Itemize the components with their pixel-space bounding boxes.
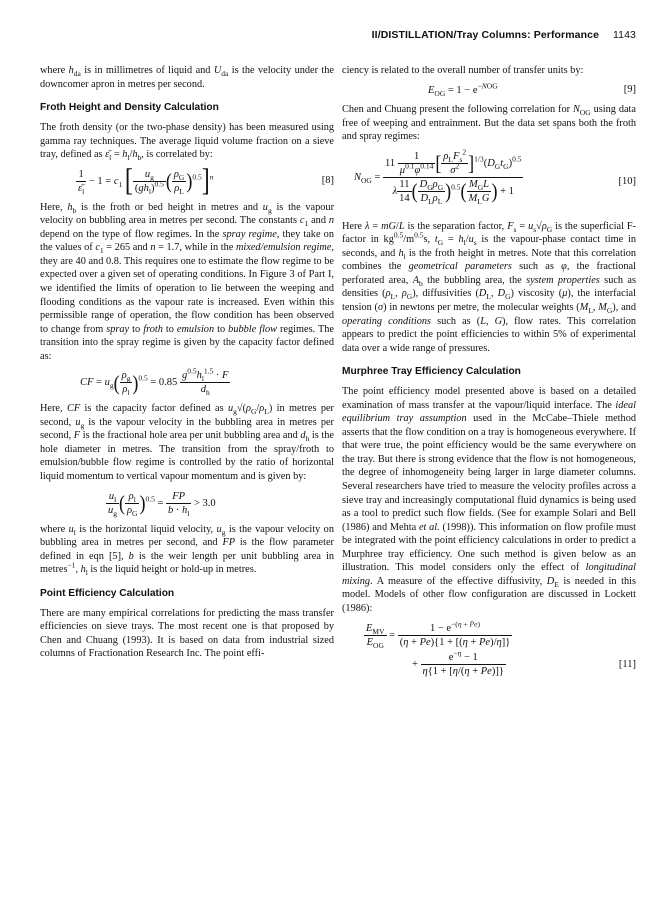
- right-paragraph-1: ciency is related to the overall number of transfer units by:: [342, 65, 584, 76]
- right-paragraph-4: The point efficiency model presented above is based on a detailed examination of mass transfer at the vapour/liquid interface. The ideal equilibrium tray assumption used in the McCabe–Thiele method asserts that the flow condition on a tray is homogeneous everywhere. If that were true, the point efficiency would be the same everywhere on the tray. But there is strong evidence that the flow is not homogeneous, the degree of inhomogeneity being larger in large diameter columns. Several researchers have tried to measure the velocity profiles across a sieve tray and increasingly computational fluid dynamics is being used as a tool to predict such flow fields. (See for example Solari and Bell (1986) and Mehta et al. (1998)). This information on flow profile must be integrated with the point efficiency calculations in order to predict a Murphree tray efficiency. One such method is given below as an illustration. This model considers only the effect of longitudinal mixing. A measure of the effective diffusivity, $D_E$ is needed in this model. Models of other flow configuration are discussed in Lockett (1986):: [342, 386, 636, 614]
- left-paragraph-4: Here, CF is the capacity factor defined as $u_g√(\rho_G/\rho_L)$ in metres per second, $u_g$ is the vapour velocity in the bubbling area in metres per second, F is the fractional hole area per unit bubbling area and $d_h$ is the hole diameter in metres. The transition from the spray/froth to emulsion/bubble flow regime is controlled by the ratio of horizontal liquid momentum to vertical vapour momentum and is given by:: [40, 403, 334, 483]
- right-column: [342, 64, 636, 690]
- heading-point-efficiency: Point Efficiency Calculation: [40, 587, 175, 599]
- page-number: 1143: [613, 29, 636, 41]
- equation-11-number: [11]: [618, 659, 636, 671]
- running-title: II/DISTILLATION/Tray Columns: Performance: [371, 29, 600, 41]
- equation-10: $N_{OG}$ = 11 $\frac{1}{\mu^{0.1}\varphi^{0.14}}$ [ $\frac{\rho_LF_s^2}{\sigma^2}$ ]$^{1/3}(D_Gt_G)^{0.5}$ λ $\frac{11}{14}$ ( $\frac{D_G\rho_G}{D_L\rho_L}$ )$^{0.5}$( $\frac{M_GL}{M_LG}$ ) + 1 [10]: [354, 147, 636, 206]
- heading-froth-height: Froth Height and Density Calculation: [40, 102, 219, 114]
- equation-flow-parameter: $\frac{u_l}{u_g}$ ( $\frac{\rho_l}{\rho_G}$ )$^{0.5}$ = $\frac{FP}{b \cdot h_l}$ > 3.0: [108, 490, 216, 518]
- heading-murphree: Murphree Tray Efficiency Calculation: [342, 366, 521, 378]
- left-paragraph-2: The froth density (or the two-phase density) has been measured using gamma ray techniques. The average liquid volume fraction on a sieve tray, defined as $\varepsilon̄_l = h_l/h_b$, is correlated by:: [40, 122, 334, 163]
- equation-capacity-factor: CF = $u_g$( $\frac{\rho_g}{\rho_l}$ )$^{0.5}$ = 0.85 $\frac{g^{0.5}h_l^{1.5} \cdot F}{d_h}$: [80, 366, 229, 398]
- left-paragraph-6: There are many empirical correlations for predicting the mass transfer efficiencies on sieve trays. The most recent one is that proposed by Chen and Chuang (1993). It is based on data from industrial sized columns of Fractionation Research Inc. The point effi-: [40, 607, 334, 660]
- equation-9: $E_{OG} = 1 - e^{-NOG}$ [9]: [428, 81, 636, 98]
- left-paragraph-3: Here, $h_b$ is the froth or bed height in metres and $u_g$ is the vapour velocity on bubbling area in metres per second. The constants $c_1$ and n depend on the type of flow regimes. In the spray regime, they take on the values of $c_1 = 265$ and n = 1.7, while in the mixed/emulsion regime, they are 40 and 0.8. This requires one to estimate the flow regime to be expected over a given set of operating conditions. In Figure 3 of Part I, we identified the limits of operation to lie between the weeping and flooding conditions as the vapour rate is increased. Even within this permissible range of operation, the flow condition has been observed to change from spray to froth to emulsion to bubble flow regimes. The transition into the spray regime is given by the capacity factor defined as:: [40, 201, 335, 362]
- equation-11: $\frac{E_{MV}}{E_{OG}}$ = $\frac{1 - e^{-(\eta + Pe)}}{(\eta + Pe)\{1 + [(\eta + Pe)/\eta]\}}$ + $\frac{e^{-\eta} - 1}{\eta\{1 + [\eta/(\eta + Pe)]\}}$ [11]: [366, 619, 636, 677]
- running-header: [40, 29, 636, 45]
- equation-9-number: [9]: [623, 84, 636, 96]
- left-paragraph-5: where $u_l$ is the horizontal liquid velocity, $u_g$ is the vapour velocity on bubbling area in metres per second, and FP is the flow parameter defined in eqn [5], b is the weir length per unit bubbling area in metres$^{-1}$, $h_l$ is the liquid height or hold-up in metres.: [40, 523, 334, 578]
- right-paragraph-2: Chen and Chuang present the following correlation for $N_{OG}$ using data free of weeping and entrainment. But the data set spans both the froth and spray regimes:: [342, 104, 636, 143]
- right-paragraph-3: Here λ = mG/L is the separation factor, $F_s = u_s√\rho_G$ is the superficial F-factor in $kg^{0.5}/m^{0.5}s$, $t_G = h_l/u_s$ is the vapour-phase contact time in seconds, and $h_l$ is the froth height in metres. Note that this correlation combines the geometrical parameters such as φ, the fractional perforated area, $A_b$ the bubbling area, the system properties such as densities ($\rho_L$, $\rho_G$), diffusivities ($D_L$, $D_G$) viscosity (μ), the interfacial tension (σ) in newtons per metre, the molecular weights ($M_L$, $M_G$), and operating conditions such as (L, G), flow rates. This correlation appears to predict the point efficiencies to within 5% of experimental data over a wide range of pressures.: [342, 220, 637, 354]
- equation-8-number: [8]: [321, 175, 334, 187]
- equation-10-number: [10]: [618, 175, 636, 187]
- left-paragraph-1: where $h_{da}$ is in millimetres of liquid and $U_{da}$ is the velocity under the downcomer apron in metres per second.: [40, 65, 334, 90]
- equation-8: $\frac{1}{\varepsilon̄_l}$ − $1 = c_1$ [ $\frac{u_g}{(gh_l)^{0.5}}$ ( $\frac{\rho_G}{\rho_L}$ )$^{0.5}$]$^n$ [8]: [78, 164, 334, 199]
- left-column: [40, 64, 334, 661]
